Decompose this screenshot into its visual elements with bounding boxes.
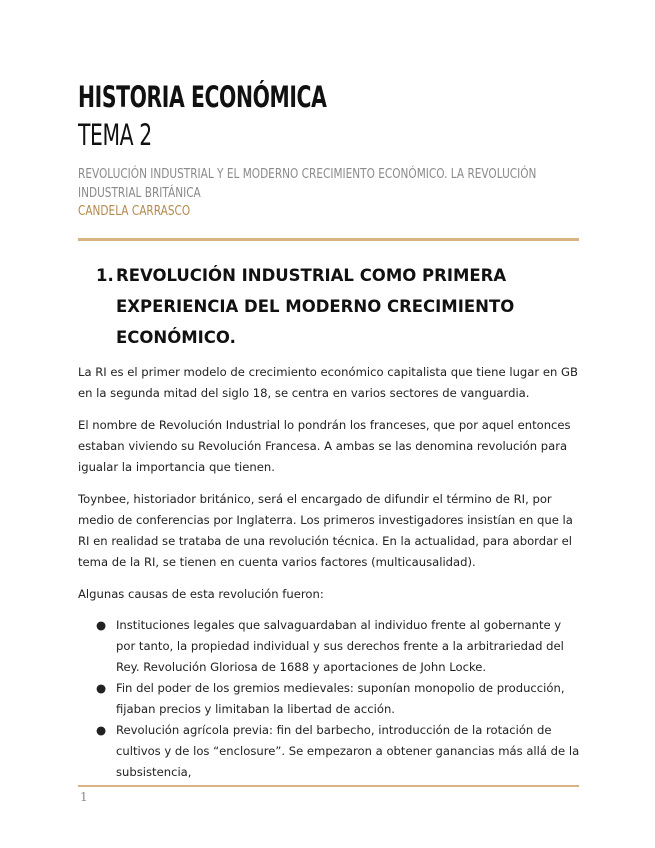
document-subtitle: REVOLUCIÓN INDUSTRIAL Y EL MODERNO CRECIMIENTO ECONÓMICO. LA REVOLUCIÓN INDUSTRIAL BRITÁNICA xyxy=(78,166,537,201)
document-title: HISTORIA ECONÓMICA xyxy=(78,80,327,114)
footer-divider xyxy=(78,785,579,787)
list-item xyxy=(78,720,580,783)
list-item-text: Instituciones legales que salvaguardaban al individuo frente al gobernante y por tanto, la propiedad individual y sus derechos frente a la arbitrariedad del Rey. Revolución Gloriosa de 1688 y aportaciones de John Locke. xyxy=(116,618,564,674)
header-divider xyxy=(78,238,579,241)
document-author: CANDELA CARRASCO xyxy=(78,203,191,219)
list-item xyxy=(78,615,580,678)
list-item xyxy=(78,678,580,720)
causes-list xyxy=(78,615,580,783)
list-item-text: Revolución agrícola previa: fin del barbecho, introducción de la rotación de cultivos y de los “enclosure”. Se empezaron a obtener ganancias más allá de la subsistencia, xyxy=(116,723,580,779)
section-number: 1. xyxy=(96,266,114,285)
paragraph-3: Toynbee, historiador británico, será el encargado de difundir el término de RI, por medio de conferencias por Inglaterra. Los primeros investigadores insistían en que la RI en realidad se trataba de una revolución técnica. En la actualidad, para abordar el tema de la RI, se tienen en cuenta varios factores (multicausalidad). xyxy=(78,492,573,569)
paragraph-2: El nombre de Revolución Industrial lo pondrán los franceses, que por aquel entonces estaban viviendo su Revolución Francesa. A ambas se las denomina revolución para igualar la importancia que tienen. xyxy=(78,418,571,474)
section-heading-text: REVOLUCIÓN INDUSTRIAL COMO PRIMERA EXPERIENCIA DEL MODERNO CRECIMIENTO ECONÓMICO. xyxy=(116,266,515,347)
section-heading xyxy=(96,260,516,353)
page-number: 1 xyxy=(80,790,88,804)
bullet-icon: ● xyxy=(96,681,107,695)
document-topic: TEMA 2 xyxy=(78,118,152,152)
bullet-icon: ● xyxy=(96,723,107,737)
paragraph-1: La RI es el primer modelo de crecimiento económico capitalista que tiene lugar en GB en la segunda mitad del siglo 18, se centra en varios sectores de vanguardia. xyxy=(78,365,578,400)
list-item-text: Fin del poder de los gremios medievales: suponían monopolio de producción, fijaban precios y limitaban la libertad de acción. xyxy=(116,681,565,716)
bullet-icon: ● xyxy=(96,618,107,632)
paragraph-4: Algunas causas de esta revolución fueron: xyxy=(78,587,324,601)
